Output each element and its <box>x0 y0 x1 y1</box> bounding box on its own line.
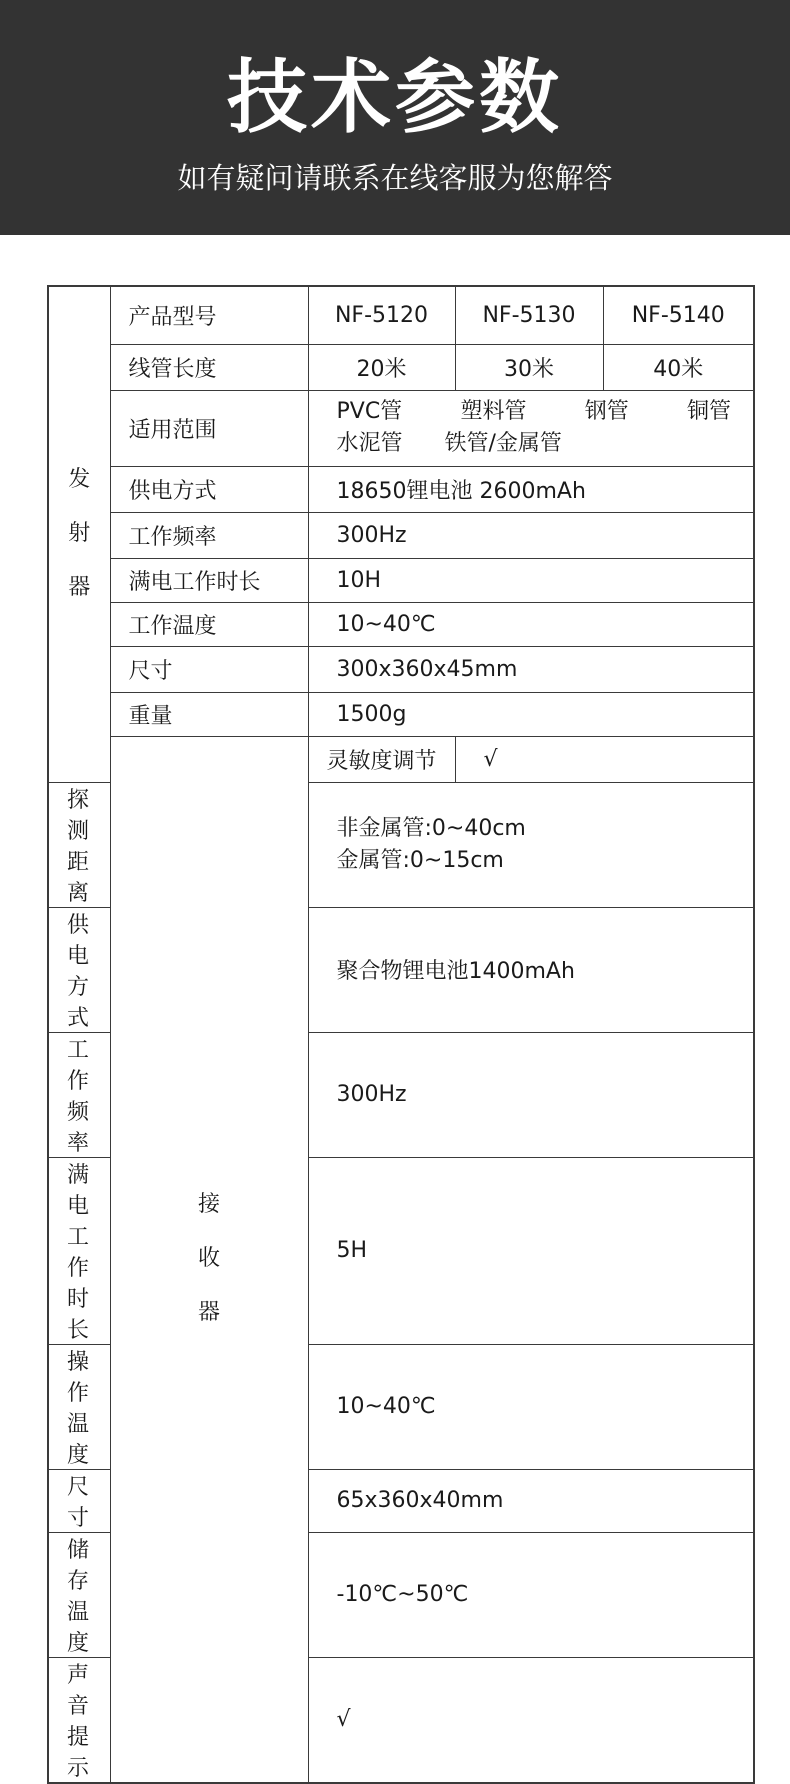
distance-line: 非金属管:0~40cm <box>336 815 526 841</box>
row-label: 适用范围 <box>110 390 308 466</box>
table-row <box>48 344 754 390</box>
group-char: 器 <box>197 1300 220 1325</box>
row-value: 300Hz <box>308 512 754 558</box>
row-label: 尺寸 <box>48 1469 110 1532</box>
row-label: 线管长度 <box>110 344 308 390</box>
row-label: 声音提示 <box>48 1657 110 1783</box>
row-value: 65x360x40mm <box>308 1469 754 1532</box>
row-label: 探测距离 <box>48 782 110 907</box>
table-row <box>48 692 754 736</box>
table-row <box>48 466 754 512</box>
row-label: 供电方式 <box>48 907 110 1032</box>
row-label: 尺寸 <box>110 646 308 692</box>
row-value: √ <box>455 736 754 782</box>
transmitter-group-label <box>48 286 110 782</box>
row-value: 10~40℃ <box>308 602 754 646</box>
length-cell: 20米 <box>308 344 455 390</box>
row-value: 1500g <box>308 692 754 736</box>
row-label: 工作温度 <box>110 602 308 646</box>
scope-line <box>337 396 754 428</box>
row-value: 5H <box>308 1157 754 1344</box>
group-char: 器 <box>68 575 91 601</box>
group-char: 发 <box>68 467 91 493</box>
model-cell: NF-5130 <box>455 286 603 344</box>
distance-value <box>308 782 754 907</box>
group-char: 收 <box>197 1246 220 1271</box>
row-label: 灵敏度调节 <box>308 736 455 782</box>
distance-line: 金属管:0~15cm <box>336 847 504 873</box>
row-label: 工作频率 <box>110 512 308 558</box>
table-row <box>48 558 754 602</box>
model-cell: NF-5120 <box>308 286 455 344</box>
row-label: 储存温度 <box>48 1532 110 1657</box>
scope-item: 塑料管 <box>460 399 527 424</box>
row-label: 满电工作时长 <box>48 1157 110 1344</box>
row-label: 满电工作时长 <box>110 558 308 602</box>
row-label: 操作温度 <box>48 1344 110 1469</box>
receiver-group-label <box>110 736 308 1783</box>
row-value: 300Hz <box>308 1032 754 1157</box>
length-cell: 30米 <box>455 344 603 390</box>
row-label: 重量 <box>110 692 308 736</box>
row-label: 工作频率 <box>48 1032 110 1157</box>
table-row <box>48 602 754 646</box>
group-char: 射 <box>68 521 91 547</box>
length-cell: 40米 <box>603 344 754 390</box>
scope-line <box>337 428 754 460</box>
spec-table <box>47 285 755 1784</box>
scope-item: 水泥管 <box>336 431 403 456</box>
table-row <box>48 646 754 692</box>
row-value: 10H <box>308 558 754 602</box>
row-value: 300x360x45mm <box>308 646 754 692</box>
scope-item: PVC管 <box>336 399 403 424</box>
scope-item: 铜管 <box>686 399 731 424</box>
row-value: √ <box>308 1657 754 1783</box>
row-value: 10~40℃ <box>308 1344 754 1469</box>
table-row <box>48 736 754 782</box>
page-title: 技术参数 <box>227 51 563 144</box>
scope-value <box>308 390 754 466</box>
group-char: 接 <box>197 1192 220 1217</box>
row-value: 18650锂电池 2600mAh <box>308 466 754 512</box>
row-value: -10℃~50℃ <box>308 1532 754 1657</box>
row-label: 供电方式 <box>110 466 308 512</box>
table-row <box>48 390 754 466</box>
page-subtitle: 如有疑问请联系在线客服为您解答 <box>177 161 613 195</box>
table-row <box>48 286 754 344</box>
scope-item: 铁管/金属管 <box>444 431 562 456</box>
table-row <box>48 512 754 558</box>
row-label: 产品型号 <box>110 286 308 344</box>
header-banner <box>0 0 790 235</box>
row-value: 聚合物锂电池1400mAh <box>308 907 754 1032</box>
model-cell: NF-5140 <box>603 286 754 344</box>
scope-item: 钢管 <box>584 399 629 424</box>
